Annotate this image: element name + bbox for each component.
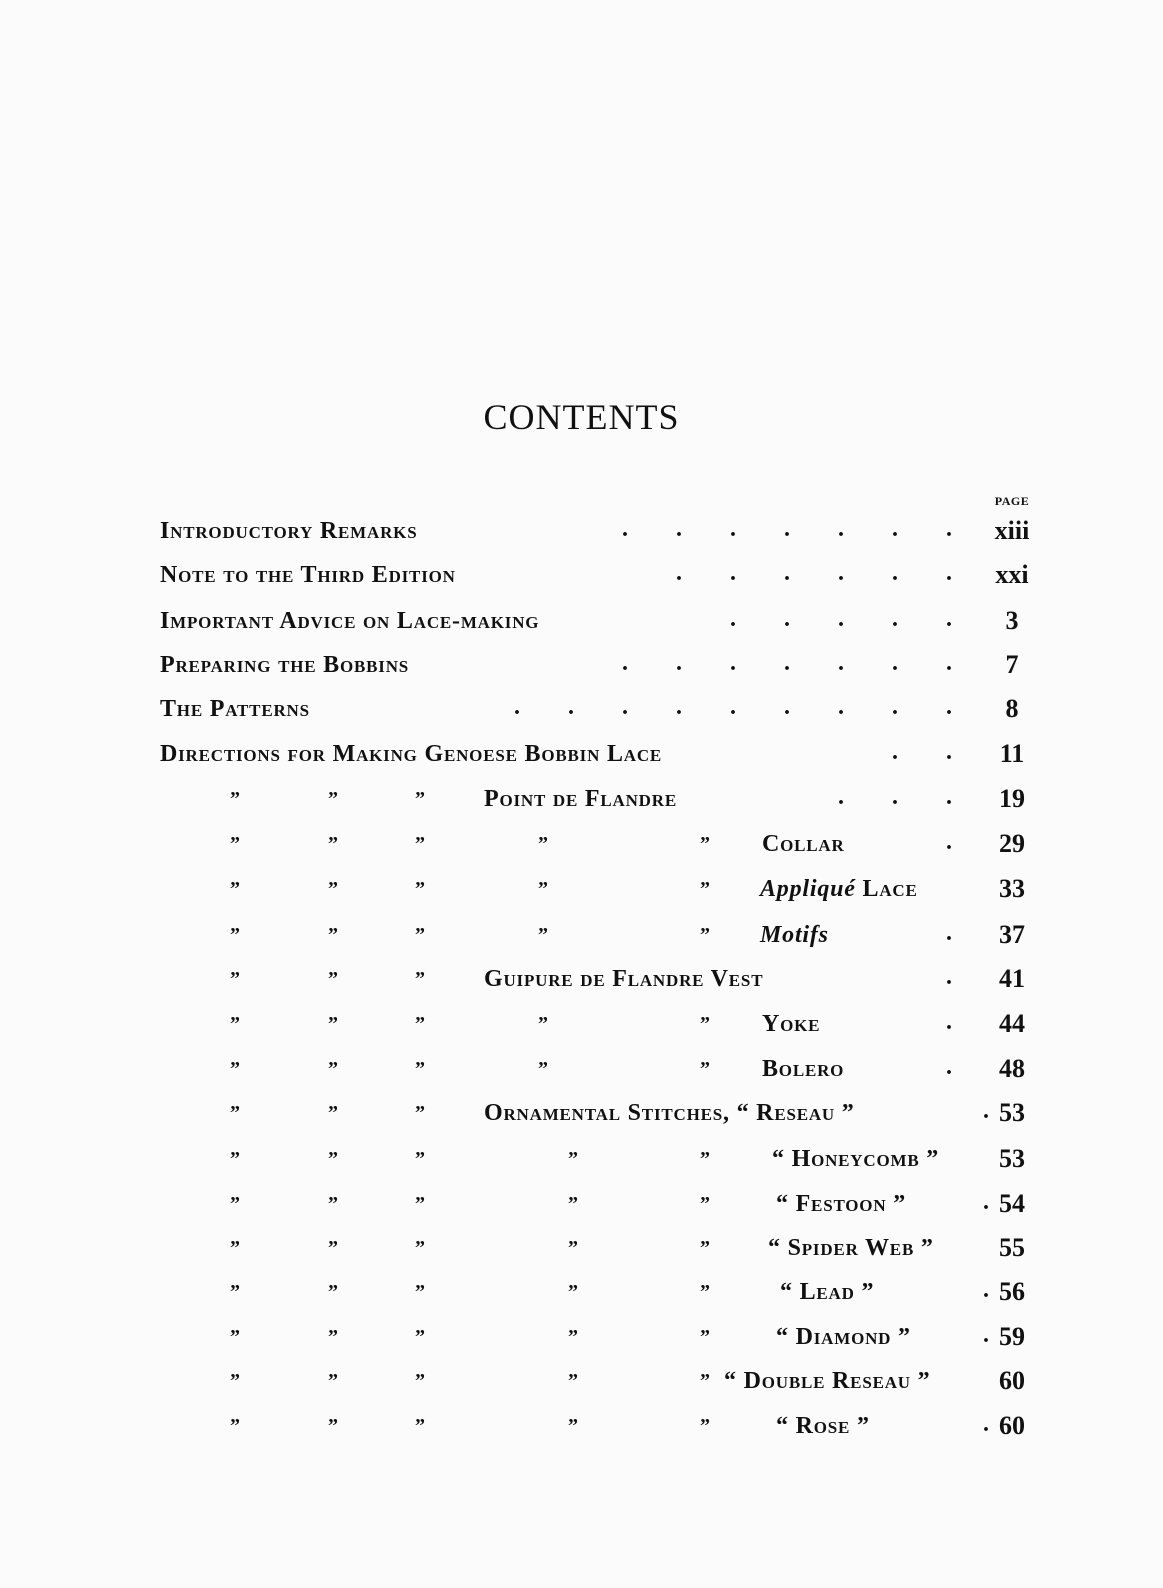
ditto-mark: ”	[230, 788, 240, 810]
ditto-mark: ”	[230, 1237, 240, 1259]
ditto-mark: ”	[230, 1058, 240, 1080]
ditto-mark: ”	[230, 1193, 240, 1215]
toc-entry-text: The Patterns	[160, 696, 310, 722]
dot-leader: .	[935, 1277, 989, 1303]
ditto-mark: ”	[538, 1058, 548, 1080]
ditto-mark: ”	[538, 1013, 548, 1035]
toc-page-number: xiii	[994, 516, 1030, 545]
toc-page-number: 60	[999, 1366, 1025, 1395]
toc-page-number: 55	[999, 1233, 1025, 1262]
page-title: CONTENTS	[483, 397, 680, 437]
toc-row	[0, 602, 1163, 646]
ditto-mark: ”	[328, 788, 338, 810]
ditto-mark: ”	[415, 1370, 425, 1392]
ditto-mark: ”	[415, 878, 425, 900]
ditto-mark: ”	[568, 1193, 578, 1215]
toc-row	[0, 1050, 1163, 1094]
ditto-mark: ”	[328, 1326, 338, 1348]
toc-entry-title	[160, 652, 409, 679]
ditto-mark: ”	[415, 1281, 425, 1303]
ditto-mark: ”	[328, 1193, 338, 1215]
toc-entry-title	[484, 1100, 855, 1127]
toc-row	[0, 1140, 1163, 1184]
ditto-mark: ”	[328, 878, 338, 900]
toc-entry-title	[776, 1324, 911, 1351]
ditto-mark: ”	[328, 1013, 338, 1035]
toc-entry-title	[160, 696, 310, 723]
page-column-label: PAGE	[994, 494, 1030, 508]
toc-page-number: 29	[999, 829, 1025, 858]
ditto-mark: ”	[328, 1415, 338, 1437]
ditto-mark: ”	[700, 1193, 710, 1215]
toc-entry-text: “ Lead ”	[780, 1279, 875, 1305]
ditto-mark: ”	[230, 1370, 240, 1392]
toc-entry-title	[768, 1235, 934, 1262]
ditto-mark: ”	[700, 924, 710, 946]
toc-entry-text: Lace	[855, 876, 918, 902]
dot-leader: .	[898, 964, 952, 990]
toc-page-number: 19	[999, 784, 1025, 813]
ditto-mark: ”	[700, 1237, 710, 1259]
toc-page-number: 8	[1005, 694, 1019, 723]
ditto-mark: ”	[568, 1281, 578, 1303]
ditto-mark: ”	[700, 1370, 710, 1392]
toc-entry-text: “ Spider Web ”	[768, 1235, 934, 1261]
toc-entry-title	[780, 1279, 874, 1306]
ditto-mark: ”	[415, 924, 425, 946]
ditto-mark: ”	[415, 1193, 425, 1215]
ditto-mark: ”	[700, 1013, 710, 1035]
dot-leader: .	[898, 829, 952, 855]
ditto-mark: ”	[700, 1058, 710, 1080]
toc-entry-text: “ Double Reseau ”	[724, 1368, 931, 1394]
ditto-mark: ”	[328, 833, 338, 855]
toc-row	[0, 1362, 1163, 1406]
toc-entry-italic: Motifs	[760, 922, 829, 948]
ditto-mark: ”	[538, 924, 548, 946]
toc-entry-title	[484, 786, 677, 813]
ditto-mark: ”	[415, 968, 425, 990]
toc-page-number: 59	[999, 1322, 1025, 1351]
toc-page-number: 41	[999, 964, 1025, 993]
toc-row	[0, 1005, 1163, 1049]
ditto-mark: ”	[328, 968, 338, 990]
toc-entry-title	[760, 876, 918, 903]
toc-entry-text: Yoke	[762, 1011, 821, 1037]
ditto-mark: ”	[700, 878, 710, 900]
dot-leader: . . . . .	[682, 606, 952, 632]
dot-leader: .	[935, 1098, 989, 1124]
toc-row	[0, 1318, 1163, 1362]
toc-entry-text: Collar	[762, 831, 845, 857]
toc-row	[0, 556, 1163, 600]
toc-row	[0, 1273, 1163, 1317]
toc-entry-title	[776, 1413, 870, 1440]
toc-page-number: 11	[999, 739, 1025, 768]
toc-entry-title	[772, 1146, 939, 1173]
ditto-mark: ”	[230, 1148, 240, 1170]
ditto-mark: ”	[328, 1281, 338, 1303]
ditto-mark: ”	[328, 1102, 338, 1124]
ditto-mark: ”	[538, 878, 548, 900]
toc-row	[0, 1185, 1163, 1229]
ditto-mark: ”	[568, 1148, 578, 1170]
toc-row	[0, 870, 1163, 914]
toc-page-number: 56	[999, 1277, 1025, 1306]
dot-leader: .	[898, 1009, 952, 1035]
toc-row	[0, 1229, 1163, 1273]
ditto-mark: ”	[230, 1281, 240, 1303]
ditto-mark: ”	[700, 833, 710, 855]
ditto-mark: ”	[700, 1415, 710, 1437]
dot-leader: .	[935, 1411, 989, 1437]
dot-leader: . . . . . . .	[574, 650, 952, 676]
ditto-mark: ”	[328, 1148, 338, 1170]
toc-entry-title	[760, 922, 829, 949]
toc-page-number: 60	[999, 1411, 1025, 1440]
toc-entry-title	[762, 1056, 844, 1083]
toc-page-number: 54	[999, 1189, 1025, 1218]
toc-row	[0, 646, 1163, 690]
toc-row	[0, 690, 1163, 734]
ditto-mark: ”	[230, 1415, 240, 1437]
ditto-mark: ”	[415, 1326, 425, 1348]
toc-page-number: 53	[999, 1098, 1025, 1127]
toc-page-number: 3	[1005, 606, 1019, 635]
ditto-mark: ”	[230, 1013, 240, 1035]
toc-entry-text: Important Advice on Lace-making	[160, 608, 540, 634]
toc-entry-italic: Appliqué	[760, 876, 856, 902]
dot-leader: . .	[844, 739, 952, 765]
ditto-mark: ”	[415, 1237, 425, 1259]
dot-leader: . . .	[790, 784, 952, 810]
dot-leader: .	[935, 1322, 989, 1348]
toc-entry-title	[724, 1368, 930, 1395]
toc-page-number: xxi	[995, 560, 1029, 589]
toc-page-number: 48	[999, 1054, 1025, 1083]
toc-entry-text: “ Diamond ”	[776, 1324, 911, 1350]
toc-entry-title	[762, 831, 845, 858]
ditto-mark: ”	[700, 1326, 710, 1348]
ditto-mark: ”	[328, 1058, 338, 1080]
toc-page-number: 7	[1005, 650, 1019, 679]
toc-page-number: 33	[999, 874, 1025, 903]
ditto-mark: ”	[230, 924, 240, 946]
ditto-mark: ”	[700, 1148, 710, 1170]
ditto-mark: ”	[415, 833, 425, 855]
dot-leader: . . . . . . .	[574, 516, 952, 542]
ditto-mark: ”	[230, 833, 240, 855]
toc-entry-title	[160, 562, 456, 589]
ditto-mark: ”	[415, 1013, 425, 1035]
toc-entry-text: Introductory Remarks	[160, 518, 418, 544]
toc-entry-title	[484, 966, 763, 993]
toc-row	[0, 960, 1163, 1004]
toc-page-number: 37	[999, 920, 1025, 949]
toc-row	[0, 916, 1163, 960]
toc-entry-title	[776, 1191, 906, 1218]
ditto-mark: ”	[415, 1415, 425, 1437]
ditto-mark: ”	[568, 1415, 578, 1437]
toc-entry-text: Bolero	[762, 1056, 845, 1082]
ditto-mark: ”	[230, 878, 240, 900]
ditto-mark: ”	[230, 968, 240, 990]
toc-entry-text: Preparing the Bobbins	[160, 652, 410, 678]
toc-entry-title	[762, 1011, 820, 1038]
toc-row	[0, 825, 1163, 869]
ditto-mark: ”	[700, 1281, 710, 1303]
dot-leader: . . . . . . . . .	[466, 694, 952, 720]
ditto-mark: ”	[415, 1148, 425, 1170]
toc-row	[0, 1407, 1163, 1451]
ditto-mark: ”	[328, 924, 338, 946]
toc-page-number: 53	[999, 1144, 1025, 1173]
ditto-mark: ”	[230, 1326, 240, 1348]
toc-page-number: 44	[999, 1009, 1025, 1038]
dot-leader: .	[935, 1189, 989, 1215]
dot-leader: .	[898, 1054, 952, 1080]
toc-entry-text: Point de Flandre	[484, 786, 677, 812]
toc-row	[0, 1094, 1163, 1138]
dot-leader: .	[898, 920, 952, 946]
toc-entry-text: “ Festoon ”	[776, 1191, 907, 1217]
ditto-mark: ”	[568, 1237, 578, 1259]
ditto-mark: ”	[538, 833, 548, 855]
toc-entry-text: “ Rose ”	[776, 1413, 870, 1439]
ditto-mark: ”	[328, 1370, 338, 1392]
ditto-mark: ”	[230, 1102, 240, 1124]
toc-entry-text: “ Honeycomb ”	[772, 1146, 940, 1172]
toc-entry-title	[160, 741, 662, 768]
toc-entry-title	[160, 518, 417, 545]
ditto-mark: ”	[568, 1326, 578, 1348]
ditto-mark: ”	[415, 788, 425, 810]
ditto-mark: ”	[328, 1237, 338, 1259]
ditto-mark: ”	[568, 1370, 578, 1392]
ditto-mark: ”	[415, 1102, 425, 1124]
toc-entry-text: Ornamental Stitches, “ Reseau ”	[484, 1100, 855, 1126]
toc-row	[0, 735, 1163, 779]
ditto-mark: ”	[415, 1058, 425, 1080]
toc-entry-text: Guipure de Flandre Vest	[484, 966, 764, 992]
toc-entry-text: Note to the Third Edition	[160, 562, 456, 588]
toc-entry-title	[160, 608, 539, 635]
toc-row	[0, 512, 1163, 556]
toc-row	[0, 780, 1163, 824]
dot-leader: . . . . . .	[628, 560, 952, 586]
toc-entry-text: Directions for Making Genoese Bobbin Lace	[160, 741, 663, 767]
